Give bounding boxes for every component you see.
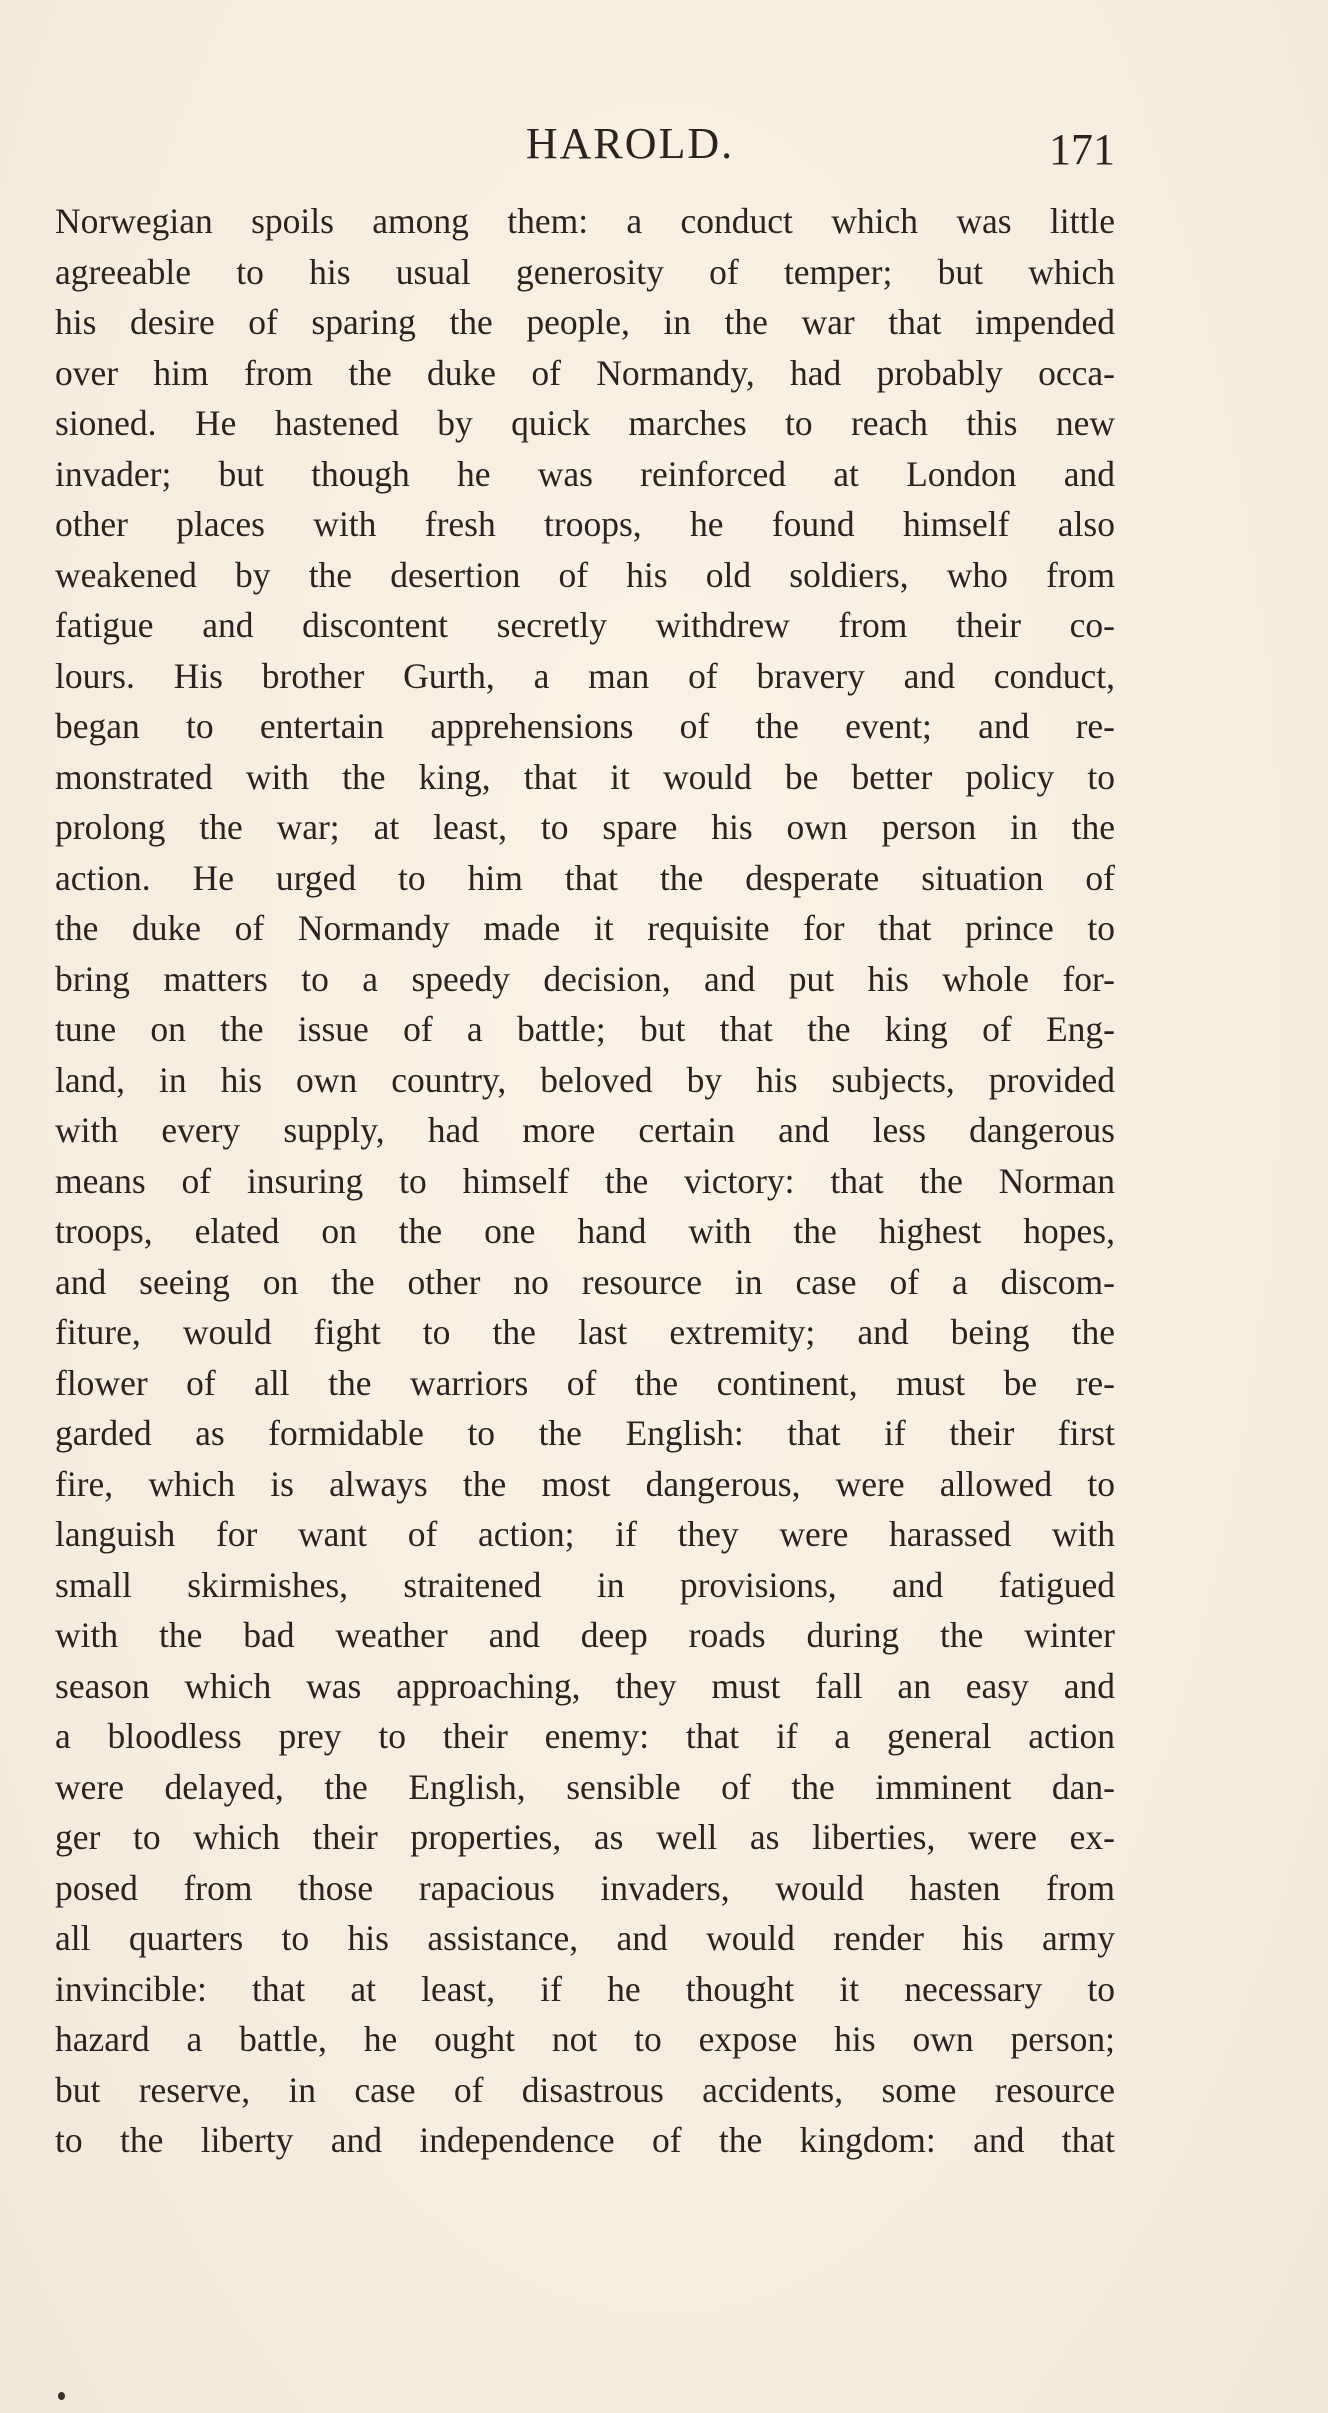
text-line: agreeable to his usual generosity of temper; but which: [55, 251, 1115, 292]
text-line: small skirmishes, straitened in provisions, and fatigued: [55, 1564, 1115, 1605]
text-line: with every supply, had more certain and less dangerous: [55, 1110, 1115, 1150]
text-line: tune on the issue of a battle; but that the king of Eng-: [55, 1009, 1115, 1049]
body-text: [55, 196, 1115, 2166]
text-line: fatigue and discontent secretly withdrew from their co-: [55, 605, 1115, 645]
text-line: began to entertain apprehensions of the event; and re-: [55, 706, 1115, 746]
text-line: were delayed, the English, sensible of the imminent dan-: [55, 1766, 1115, 1807]
text-line: garded as formidable to the English: that if their first: [55, 1413, 1115, 1453]
text-line: ger to which their properties, as well as liberties, were ex-: [55, 1817, 1115, 1857]
page-number: 171: [1049, 125, 1115, 174]
page-title: HAROLD.: [525, 119, 735, 168]
text-line: troops, elated on the one hand with the highest hopes,: [55, 1211, 1115, 1251]
text-line: sioned. He hastened by quick marches to reach this new: [55, 403, 1115, 443]
running-head: [55, 118, 1115, 178]
text-line: the duke of Normandy made it requisite for that prince to: [55, 908, 1115, 948]
text-line: to the liberty and independence of the kingdom: and that: [55, 2120, 1115, 2160]
text-line: invincible: that at least, if he thought it necessary to: [55, 1968, 1115, 2009]
text-line: invader; but though he was reinforced at London and: [55, 453, 1115, 494]
text-line: flower of all the warriors of the continent, must be re-: [55, 1362, 1115, 1403]
text-line: a bloodless prey to their enemy: that if a general action: [55, 1716, 1115, 1756]
text-line: Norwegian spoils among them: a conduct which was little: [55, 201, 1115, 241]
text-line: fire, which is always the most dangerous, were allowed to: [55, 1463, 1115, 1504]
text-line: monstrated with the king, that it would be better policy to: [55, 756, 1115, 797]
text-line: all quarters to his assistance, and would render his army: [55, 1918, 1115, 1958]
text-line: languish for want of action; if they were harassed with: [55, 1514, 1115, 1554]
text-line: posed from those rapacious invaders, would hasten from: [55, 1867, 1115, 1908]
text-line: prolong the war; at least, to spare his own person in the: [55, 807, 1115, 847]
ink-speck: [58, 2392, 65, 2400]
text-line: action. He urged to him that the desperate situation of: [55, 857, 1115, 898]
text-line: bring matters to a speedy decision, and put his whole for-: [55, 958, 1115, 999]
text-line: means of insuring to himself the victory: that the Norman: [55, 1160, 1115, 1201]
text-line: and seeing on the other no resource in case of a discom-: [55, 1261, 1115, 1302]
text-line: fiture, would fight to the last extremity; and being the: [55, 1312, 1115, 1352]
text-line: over him from the duke of Normandy, had probably occa-: [55, 352, 1115, 393]
text-line: but reserve, in case of disastrous accidents, some resource: [55, 2069, 1115, 2110]
text-line: hazard a battle, he ought not to expose his own person;: [55, 2019, 1115, 2059]
text-line: other places with fresh troops, he found himself also: [55, 504, 1115, 544]
text-line: lours. His brother Gurth, a man of bravery and conduct,: [55, 655, 1115, 696]
text-line: season which was approaching, they must fall an easy and: [55, 1665, 1115, 1706]
text-line: land, in his own country, beloved by his subjects, provided: [55, 1059, 1115, 1100]
text-line: his desire of sparing the people, in the war that impended: [55, 302, 1115, 342]
text-line: weakened by the desertion of his old soldiers, who from: [55, 554, 1115, 595]
text-line: with the bad weather and deep roads during the winter: [55, 1615, 1115, 1655]
